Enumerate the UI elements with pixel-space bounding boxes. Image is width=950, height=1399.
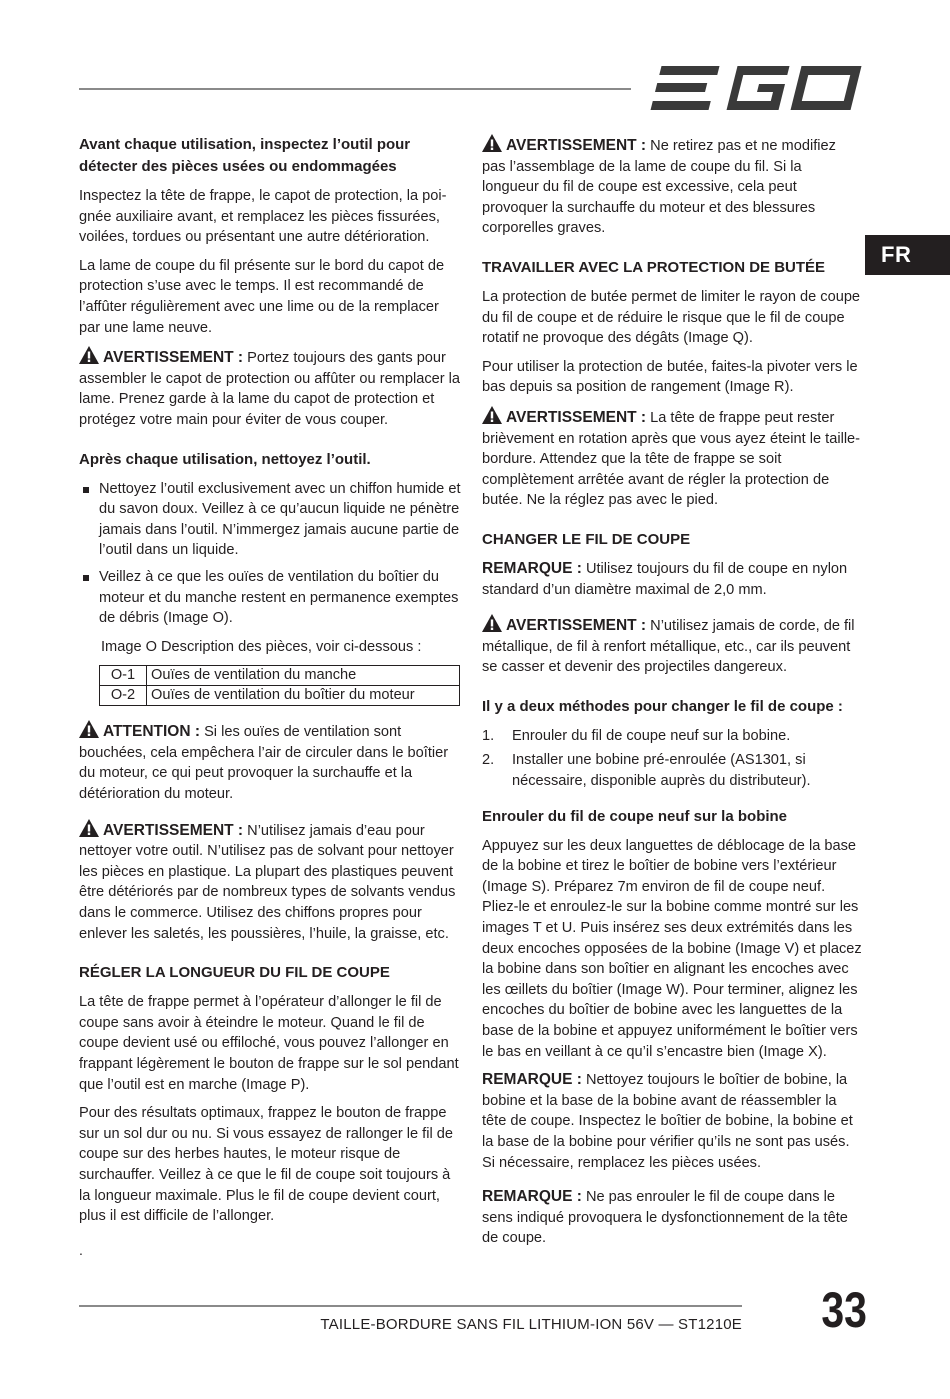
part-id: O-2 [100,686,147,706]
warning-label: AVERTISSEMENT : [506,617,647,635]
warning-triangle-icon [482,614,502,632]
warning-triangle-icon [79,720,99,738]
footer-rule [79,1305,742,1307]
warning-rotation [482,406,862,511]
left-column [79,134,461,1235]
inspect-heading: Avant chaque utilisation, inspectez l’outil pour détecter des pièces usées ou endommagées [79,136,411,175]
item-text: Enrouler du fil de coupe neuf sur la bobine. [512,727,791,744]
note-label: REMARQUE : [482,1071,582,1089]
methods-list [482,726,862,792]
guard-heading: TRAVAILLER AVEC LA PROTECTION DE BUTÉE [482,258,826,276]
note-nylon [482,559,862,600]
part-description: Ouïes de ventilation du manche [147,666,460,686]
item-number: 1. [482,727,495,744]
note-label: REMARQUE : [482,1188,582,1206]
list-item [482,750,862,791]
warning-triangle-icon [79,819,99,837]
warning-gloves [79,346,461,430]
length-paragraph-1: La tête de frappe permet à l’opérateur d’allonger le fil de coupe sans avoir à éteindre le moteur. Quand le fil de coupe devient usé ou effiloché, vous pouvez l’allonger en frappant légèrement le bouton de frappe sur le sol pendant que l’outil est en marche (Image P). [79,994,459,1093]
note-text: Ne pas enrouler le fil de coupe dans le sens indiqué provoquera le dysfonctionnement de la tête de coupe. [482,1189,848,1247]
guard-paragraph-2: Pour utiliser la protection de butée, faites-la pivoter vers le bas depuis sa position de rangement (Image R). [482,358,858,396]
inspect-paragraph-1: Inspectez la tête de frappe, le capot de protection, la poi-gnée auxiliaire avant, et remplacez les pièces fissurées, voilées, tordues ou présentant une autre détérioration. [79,188,447,246]
warning-triangle-icon [79,346,99,364]
part-id: O-1 [100,666,147,686]
length-paragraph-2: Pour des résultats optimaux, frappez le bouton de frappe sur un sol dur ou nu. Si vous essayez de rallonger le fil de coupe sur des herbes hautes, le moteur risque de surchauffer. Veillez à ce que le fil de coupe soit toujours à la longueur maximale. Plus le fil de coupe devient court, plus il est difficile de l’allonger. [79,1105,453,1225]
warning-text: N’utilisez jamais de corde, de fil métallique, de fil à renfort métallique, etc., car ils peuvent se casser et devenir des projectiles dangereux. [482,618,855,676]
inspect-paragraph-2: La lame de coupe du fil présente sur le bord du capot de protection s’use avec le temps. Il est recommandé de l’affûter régulièrement avec une lime ou de la remplacer par une lame neuve. [79,257,445,336]
warning-label: AVERTISSEMENT : [506,137,647,154]
trailing-dot: . [79,1242,83,1258]
note-label: REMARQUE : [482,559,582,577]
ego-logo [650,64,862,112]
methods-heading: Il y a deux méthodes pour changer le fil de coupe : [482,697,843,715]
warning-triangle-icon [482,406,502,424]
page-number: 33 [821,1282,867,1338]
length-heading: RÉGLER LA LONGUEUR DU FIL DE COUPE [79,964,390,982]
warning-text: La tête de frappe peut rester brièvement en rotation après que vous ayez éteint le taille-bordure. Attendez que la tête de frappe se soit complètement arrêtée avant de régler la protection de butée. Ne la réglez pas avec le pied. [482,409,861,509]
list-item: Veillez à ce que les ouïes de ventilation du boîtier du moteur et du manche restent en permanence exemptes de débris (Image O). [79,567,461,629]
attention-text: Si les ouïes de ventilation sont bouchées, cela empêchera l’air de circuler dans le boîtier du moteur, ce qui peut provoquer la surchauffe et la détérioration du moteur. [79,724,449,803]
attention-vents [79,720,461,804]
table-row [100,686,460,706]
image-caption: Image O Description des pièces, voir ci-dessous : [101,638,422,655]
warning-text: Portez toujours des gants pour assembler le capot de protection ou affûter ou remplacer la lame. Prenez garde à la lame du capot de protection et protégez votre main pour éviter de vous couper. [79,350,461,428]
change-heading: CHANGER LE FIL DE COUPE [482,530,691,548]
warning-label: AVERTISSEMENT : [103,821,244,839]
warning-water [79,819,461,945]
note-text: Utilisez toujours du fil de coupe en nylon standard d’un diamètre maximal de 2,0 mm. [482,560,848,598]
clean-list [79,479,461,629]
warning-text: N’utilisez jamais d’eau pour nettoyer votre outil. N’utilisez pas de solvant pour nettoyer les pièces en plastique. La plupart des plastiques peuvent être détériorés par de nombreux types de solvants vendus dans le commerce. Utilisez des chiffons propres pour enlever les saletés, les poussières, l’huile, la graisse, etc. [79,822,456,942]
item-number: 2. [482,752,495,769]
attention-label: ATTENTION : [103,723,201,741]
language-tab: FR [865,235,950,275]
footer-product: TAILLE-BORDURE SANS FIL LITHIUM-ION 56V — ST1210E [320,1316,742,1333]
part-description: Ouïes de ventilation du boîtier du moteur [147,686,460,706]
list-item [482,726,862,747]
warning-label: AVERTISSEMENT : [103,349,244,367]
wind-paragraph: Appuyez sur les deux languettes de déblocage de la base de la bobine et tirez le boîtier de bobine vers l’extérieur (Image S). Préparez 7m environ de fil de coupe neuf. Pliez-le et enroulez-le sur la bobine comme montré sur les images T et U. Puis insérez ses deux extrémités dans les deux encoches opposées de la bobine (Image V) et placez la bobine dans son boîtier en alignant les encoches avec les œillets du boîtier (Image W). Pour terminer, alignez les encoches du boîtier de bobine avec les languettes de la base de la bobine et appuyez uniformément le boîtier vers le bas en veillant à ce qu’il s’encastre bien (Image X). [482,837,862,1060]
note-direction [482,1187,862,1249]
warning-text: Ne retirez pas et ne modifiez pas l’assemblage de la lame de coupe du fil. Si la longueur du fil de coupe est excessive, cela peut provoquer la surchauffe du moteur et des blessures corporelles graves. [482,138,836,237]
clean-heading: Après chaque utilisation, nettoyez l’outil. [79,450,371,468]
parts-table [99,665,460,706]
note-clean-spool [482,1070,862,1173]
warning-blade [482,134,862,239]
warning-triangle-icon [482,134,502,152]
wind-heading: Enrouler du fil de coupe neuf sur la bobine [482,807,788,825]
note-text: Nettoyez toujours le boîtier de bobine, la bobine et la base de la bobine avant de réassembler la tête de coupe. Inspectez le boîtier de bobine, la bobine et la base de la bobine pour vérifier qu’ils ne sont pas usés. Si nécessaire, remplacez les pièces usées. [482,1072,853,1171]
warning-wire [482,614,862,678]
warning-label: AVERTISSEMENT : [506,408,647,426]
right-column [482,134,862,1257]
header-rule [79,88,631,90]
list-item: Nettoyez l’outil exclusivement avec un chiffon humide et du savon doux. Veillez à ce qu’aucun liquide ne pénètre jamais dans l’outil. N’immergez jamais aucune partie de l’outil dans un liquide. [79,479,461,561]
item-text: Installer une bobine pré-enroulée (AS1301, si nécessaire, disponible auprès du distributeur). [512,752,811,790]
guard-paragraph-1: La protection de butée permet de limiter le rayon de coupe du fil de coupe et de réduire le risque que le fil de coupe rotatif ne provoque des dégâts (Image Q). [482,288,861,347]
table-row [100,666,460,686]
